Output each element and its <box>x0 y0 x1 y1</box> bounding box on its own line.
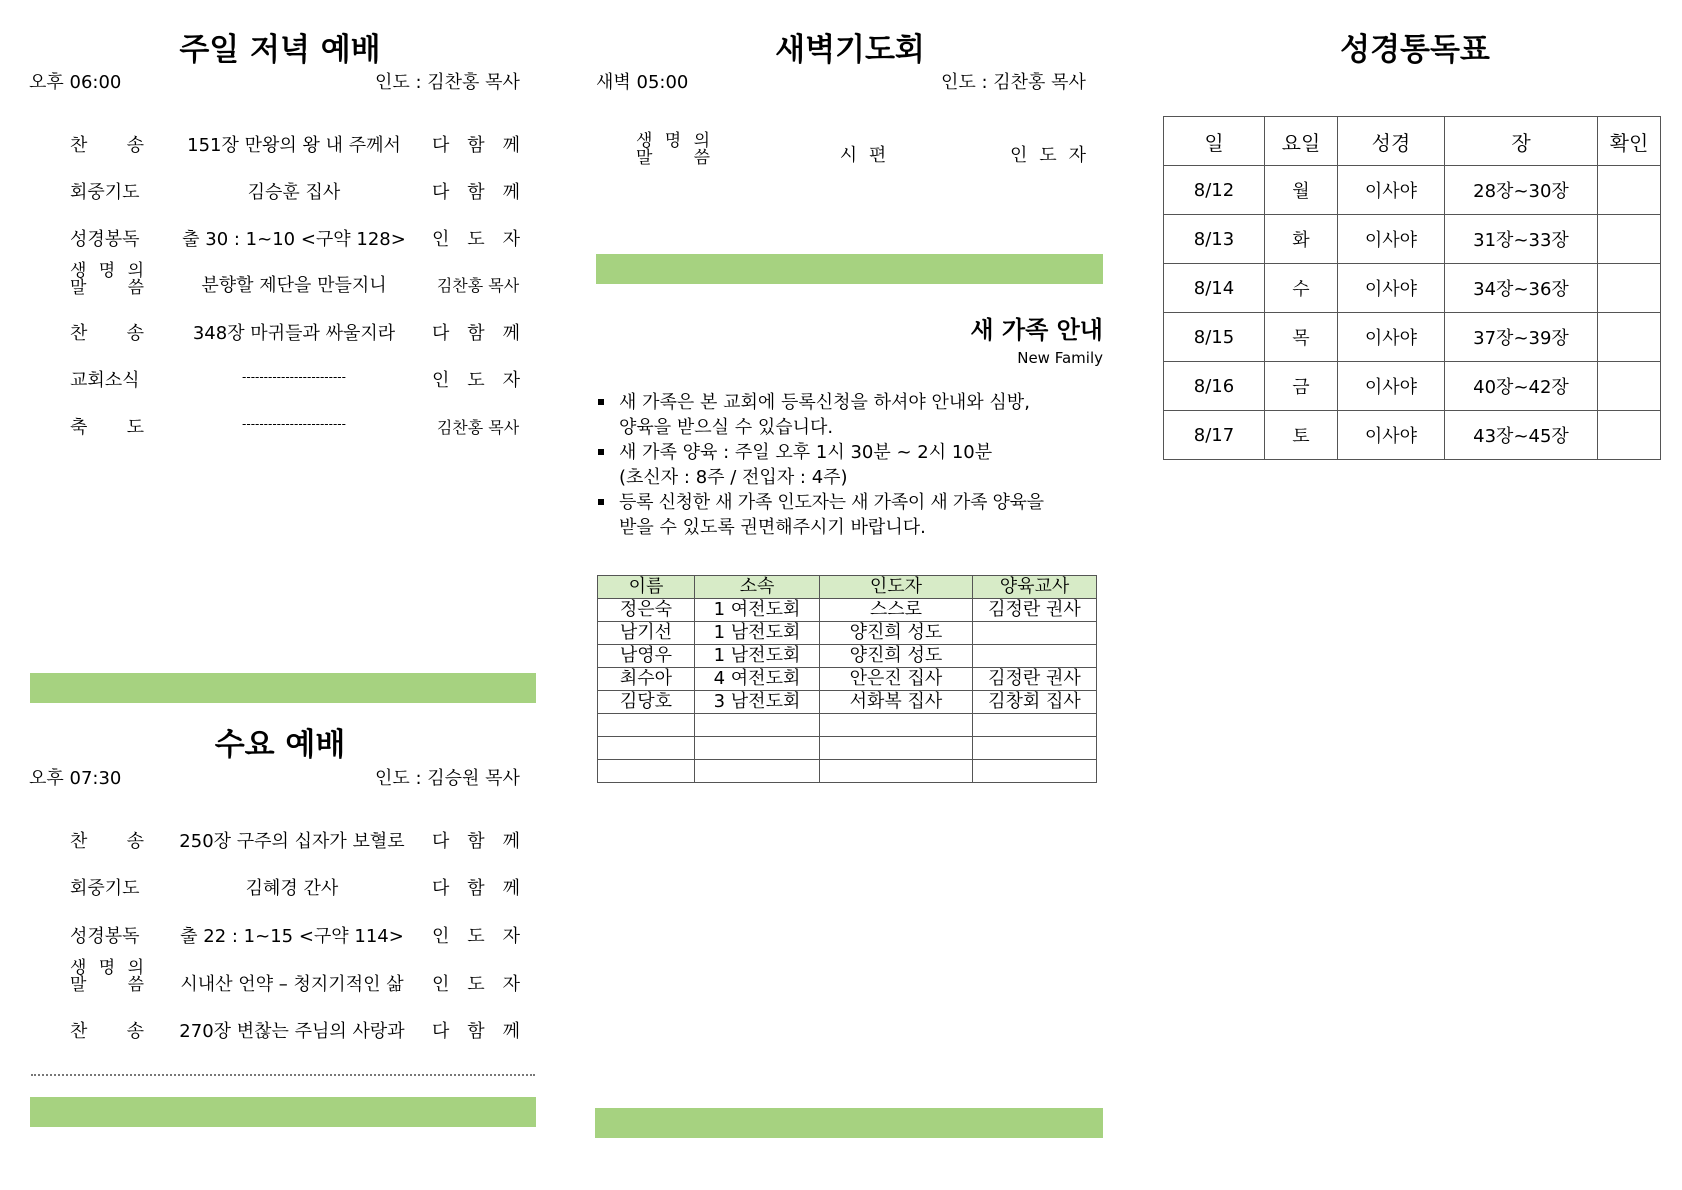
table-row <box>1164 166 1661 215</box>
row-content: 시 편 <box>839 145 887 166</box>
cell-chapters: 28장~30장 <box>1445 166 1598 215</box>
row-label: 찬 송 <box>70 831 144 852</box>
cell <box>695 760 820 783</box>
sunday-row-hymn1 <box>70 131 530 161</box>
wednesday-row-hymn1 <box>70 827 530 857</box>
header-teacher: 양육교사 <box>973 576 1097 599</box>
wednesday-row-prayer <box>70 874 530 904</box>
cell-book: 이사야 <box>1338 411 1445 460</box>
cell-weekday: 수 <box>1265 264 1338 313</box>
cell: 양진희 성도 <box>820 645 973 668</box>
row-by: 인 도 자 <box>432 229 520 250</box>
cell-date: 8/17 <box>1164 411 1265 460</box>
row-content: 270장 변찮는 주님의 사랑과 <box>179 1021 405 1042</box>
row-by: 인 도 자 <box>432 974 520 995</box>
cell-book: 이사야 <box>1338 166 1445 215</box>
dotted-divider <box>31 1074 535 1076</box>
wednesday-leader: 인도 : 김승원 목사 <box>375 768 520 789</box>
cell: 양진희 성도 <box>820 622 973 645</box>
header-guide: 인도자 <box>820 576 973 599</box>
cell: 스스로 <box>820 599 973 622</box>
row-label-stack <box>636 133 710 167</box>
cell: 남기선 <box>598 622 695 645</box>
cell <box>598 737 695 760</box>
row-content: 출 30 : 1~10 <구약 128> <box>182 229 406 250</box>
row-label: 찬 송 <box>70 1021 144 1042</box>
row-by: 다 함 께 <box>432 1021 520 1042</box>
table-header-row <box>598 576 1097 599</box>
cell-chapters: 31장~33장 <box>1445 215 1598 264</box>
row-label: 성경봉독 <box>70 926 140 947</box>
row-content: 시내산 언약 – 청지기적인 삶 <box>180 974 404 995</box>
row-content: 151장 만왕의 왕 내 주께서 <box>187 135 401 156</box>
cell-weekday: 월 <box>1265 166 1338 215</box>
cell: 3 남전도회 <box>695 691 820 714</box>
row-label: 찬 송 <box>70 323 144 344</box>
cell-date: 8/13 <box>1164 215 1265 264</box>
section-divider-bar <box>30 1097 536 1127</box>
table-row <box>598 737 1097 760</box>
table-row <box>598 645 1097 668</box>
cell <box>598 714 695 737</box>
table-row <box>1164 215 1661 264</box>
cell: 1 남전도회 <box>695 645 820 668</box>
cell <box>973 645 1097 668</box>
cell <box>820 714 973 737</box>
table-row <box>598 691 1097 714</box>
row-by: 다 함 께 <box>432 323 520 344</box>
row-content: 김승훈 집사 <box>247 182 341 203</box>
header-check: 확인 <box>1598 117 1661 166</box>
cell: 김정란 권사 <box>973 599 1097 622</box>
bullet-item <box>595 490 1105 540</box>
cell <box>973 622 1097 645</box>
cell-chapters: 40장~42장 <box>1445 362 1598 411</box>
cell-date: 8/15 <box>1164 313 1265 362</box>
row-label: 찬 송 <box>70 135 144 156</box>
bullet-line2: 받을 수 있도록 권면해주시기 바랍니다. <box>619 517 926 538</box>
wednesday-row-hymn2 <box>70 1017 530 1047</box>
table-row <box>1164 411 1661 460</box>
header-name: 이름 <box>598 576 695 599</box>
table-row <box>1164 264 1661 313</box>
row-label: 회중기도 <box>70 182 140 203</box>
row-by: 인 도 자 <box>1010 145 1086 166</box>
cell: 안은진 집사 <box>820 668 973 691</box>
row-by: 다 함 께 <box>432 831 520 852</box>
new-family-bullets <box>595 390 1105 540</box>
header-chapters: 장 <box>1445 117 1598 166</box>
sunday-evening-title: 주일 저녁 예배 <box>179 32 381 68</box>
sunday-evening-time: 오후 06:00 <box>29 72 122 93</box>
row-by: 다 함 께 <box>432 878 520 899</box>
cell <box>695 714 820 737</box>
new-family-table <box>597 575 1097 783</box>
sunday-row-reading <box>70 225 530 255</box>
cell-weekday: 화 <box>1265 215 1338 264</box>
cell <box>820 737 973 760</box>
header-date: 일 <box>1164 117 1265 166</box>
cell-check[interactable] <box>1598 166 1661 215</box>
bullet-item <box>595 390 1105 440</box>
cell-check[interactable] <box>1598 411 1661 460</box>
row-by: 인 도 자 <box>432 370 520 391</box>
table-row <box>598 760 1097 783</box>
cell-check[interactable] <box>1598 313 1661 362</box>
bible-schedule-title: 성경통독표 <box>1340 32 1490 68</box>
row-content: 출 22 : 1~15 <구약 114> <box>180 926 404 947</box>
cell: 김창회 집사 <box>973 691 1097 714</box>
header-weekday: 요일 <box>1265 117 1338 166</box>
row-label-line1: 생 명 의 <box>70 261 144 281</box>
cell: 김정란 권사 <box>973 668 1097 691</box>
table-header-row <box>1164 117 1661 166</box>
row-by: 다 함 께 <box>432 182 520 203</box>
dawn-title: 새벽기도회 <box>775 32 925 68</box>
sunday-row-sermon <box>70 263 530 303</box>
table-row <box>598 599 1097 622</box>
dawn-leader: 인도 : 김찬홍 목사 <box>941 72 1086 93</box>
row-label-line2: 말 씀 <box>70 975 144 995</box>
row-content: 250장 구주의 십자가 보혈로 <box>179 831 405 852</box>
cell: 서화복 집사 <box>820 691 973 714</box>
row-content: ------------------------ <box>242 370 346 384</box>
header-book: 성경 <box>1338 117 1445 166</box>
cell-weekday: 목 <box>1265 313 1338 362</box>
bullet-line1: 새 가족은 본 교회에 등록신청을 하셔야 안내와 심방, <box>619 392 1030 413</box>
row-content: 김혜경 간사 <box>245 878 339 899</box>
row-label-stack <box>70 263 144 297</box>
cell-date: 8/16 <box>1164 362 1265 411</box>
table-row <box>598 668 1097 691</box>
sunday-evening-leader: 인도 : 김찬홍 목사 <box>375 72 520 93</box>
cell-weekday: 토 <box>1265 411 1338 460</box>
cell-check[interactable] <box>1598 362 1661 411</box>
table-row <box>598 622 1097 645</box>
cell <box>973 760 1097 783</box>
row-by: 김찬홍 목사 <box>436 418 520 437</box>
cell <box>820 760 973 783</box>
wednesday-time: 오후 07:30 <box>29 768 122 789</box>
cell-chapters: 37장~39장 <box>1445 313 1598 362</box>
row-content: 분향할 제단을 만들지니 <box>201 275 387 296</box>
cell-book: 이사야 <box>1338 313 1445 362</box>
cell: 정은숙 <box>598 599 695 622</box>
cell-chapters: 43장~45장 <box>1445 411 1598 460</box>
new-family-title: 새 가족 안내 <box>970 316 1103 344</box>
table-row <box>1164 313 1661 362</box>
row-label-line2: 말 씀 <box>70 278 144 298</box>
bible-schedule-table <box>1163 116 1661 460</box>
row-label-line1: 생 명 의 <box>70 958 144 978</box>
cell-check[interactable] <box>1598 264 1661 313</box>
cell-book: 이사야 <box>1338 362 1445 411</box>
row-label: 교회소식 <box>70 370 140 391</box>
cell: 1 남전도회 <box>695 622 820 645</box>
cell-date: 8/12 <box>1164 166 1265 215</box>
row-label-line2: 말 씀 <box>636 148 710 168</box>
row-label-line1: 생 명 의 <box>636 131 710 151</box>
cell-book: 이사야 <box>1338 215 1445 264</box>
row-label: 성경봉독 <box>70 229 140 250</box>
cell <box>973 737 1097 760</box>
row-label: 회중기도 <box>70 878 140 899</box>
section-divider-bar <box>596 254 1103 284</box>
section-divider-bar <box>30 673 536 703</box>
sunday-row-hymn2 <box>70 319 530 349</box>
cell-check[interactable] <box>1598 215 1661 264</box>
header-group: 소속 <box>695 576 820 599</box>
dawn-time: 새벽 05:00 <box>596 72 689 93</box>
bullet-line1: 새 가족 양육 : 주일 오후 1시 30분 ~ 2시 10분 <box>619 442 993 463</box>
cell <box>695 737 820 760</box>
sunday-row-benediction <box>70 413 530 443</box>
sunday-row-news <box>70 366 530 396</box>
row-by: 김찬홍 목사 <box>436 276 520 295</box>
dawn-row-sermon <box>636 133 1096 173</box>
row-label: 축 도 <box>70 417 144 438</box>
bullet-item <box>595 440 1105 490</box>
cell <box>598 760 695 783</box>
cell: 최수아 <box>598 668 695 691</box>
cell-book: 이사야 <box>1338 264 1445 313</box>
bullet-line2: 양육을 받으실 수 있습니다. <box>619 417 834 438</box>
cell: 1 여전도회 <box>695 599 820 622</box>
cell <box>973 714 1097 737</box>
row-label-stack <box>70 960 144 994</box>
cell: 4 여전도회 <box>695 668 820 691</box>
cell: 남영우 <box>598 645 695 668</box>
bullet-line1: 등록 신청한 새 가족 인도자는 새 가족이 새 가족 양육을 <box>619 492 1044 513</box>
wednesday-row-sermon <box>70 960 530 1000</box>
cell-weekday: 금 <box>1265 362 1338 411</box>
table-row <box>598 714 1097 737</box>
table-row <box>1164 362 1661 411</box>
cell-chapters: 34장~36장 <box>1445 264 1598 313</box>
cell: 김당호 <box>598 691 695 714</box>
row-by: 인 도 자 <box>432 926 520 947</box>
bullet-line2: (초신자 : 8주 / 전입자 : 4주) <box>619 467 848 488</box>
new-family-subtitle: New Family <box>1017 349 1103 367</box>
row-content: 348장 마귀들과 싸울지라 <box>192 323 396 344</box>
row-content: ------------------------ <box>242 417 346 431</box>
sunday-row-prayer <box>70 178 530 208</box>
cell-date: 8/14 <box>1164 264 1265 313</box>
wednesday-title: 수요 예배 <box>214 727 346 763</box>
section-divider-bar <box>595 1108 1103 1138</box>
wednesday-row-reading <box>70 922 530 952</box>
row-by: 다 함 께 <box>432 135 520 156</box>
